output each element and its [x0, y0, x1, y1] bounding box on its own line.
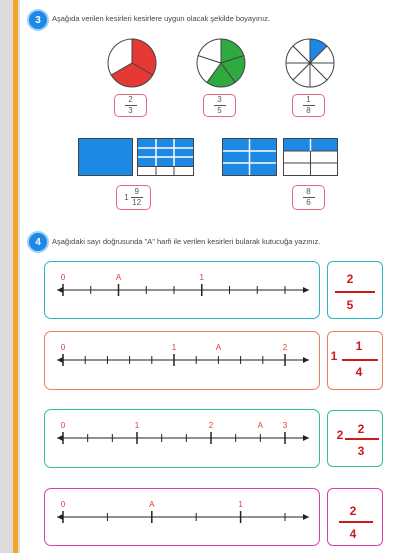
fraction-numerator: 8 — [306, 187, 311, 196]
answer-fraction-bar — [339, 521, 373, 523]
tick-label: A — [257, 421, 264, 430]
side-accent — [13, 0, 18, 553]
rectangle-sixths-partial — [283, 138, 338, 176]
rectangle-whole-filled — [78, 138, 133, 176]
tick-label: 0 — [60, 273, 66, 282]
fraction-numerator: 1 — [306, 95, 311, 104]
tick-label: A — [149, 500, 155, 509]
tick-label: 3 — [282, 421, 288, 430]
question-4-text: Aşağıdaki sayı doğrusunda "A" harfi ile verilen kesirleri bularak kutucuğa yazınız. — [52, 237, 321, 246]
tick-label: 1 — [238, 500, 243, 509]
tick-label: 1 — [134, 421, 140, 430]
answer-whole: 2 — [336, 428, 344, 442]
fraction-denominator: 12 — [132, 198, 142, 207]
tick-label: 0 — [60, 500, 66, 509]
question-3-text: Aşağıda verilen kesirleri kesirlere uygun olacak şekilde boyayınız. — [52, 14, 271, 23]
answer-box-4[interactable] — [327, 488, 383, 546]
fraction-denominator: 3 — [128, 106, 133, 115]
answer-fraction-bar — [335, 291, 375, 293]
number-line-panel-3 — [44, 409, 320, 468]
mixed-whole: 1 — [124, 193, 129, 202]
answer-numerator: 1 — [355, 339, 363, 353]
fraction-box-mixed — [116, 185, 151, 210]
fraction-denominator: 6 — [306, 198, 311, 207]
answer-whole: 1 — [330, 349, 338, 363]
arrow-left-icon — [57, 514, 63, 520]
circle-fifths — [195, 37, 247, 89]
tick-label: 0 — [60, 421, 66, 430]
arrow-left-icon — [57, 435, 63, 441]
number-line-panel-4 — [44, 488, 320, 546]
answer-numerator: 2 — [349, 504, 357, 518]
arrow-left-icon — [57, 357, 63, 363]
answer-fraction-bar — [342, 359, 378, 361]
answer-denominator: 4 — [349, 527, 357, 541]
arrow-right-icon — [303, 357, 309, 363]
fraction-box-2-3 — [114, 94, 147, 117]
answer-fraction-bar — [345, 438, 379, 440]
number-line-panel-2 — [44, 331, 320, 390]
fraction-denominator: 8 — [306, 106, 311, 115]
answer-numerator: 2 — [357, 422, 365, 436]
answer-numerator: 2 — [346, 272, 354, 286]
tick-label: 1 — [199, 273, 204, 282]
number-line-4 — [45, 489, 321, 547]
number-line-panel-1 — [44, 261, 320, 319]
tick-label: 1 — [171, 343, 177, 352]
rectangle-twelfths — [137, 138, 194, 176]
fraction-numerator: 9 — [134, 187, 139, 196]
fraction-numerator: 2 — [128, 95, 133, 104]
number-line-2 — [45, 332, 321, 391]
circle-thirds — [106, 37, 158, 89]
rectangle-sixths-filled — [222, 138, 277, 176]
number-line-1 — [45, 262, 321, 320]
question-3-number: 3 — [29, 11, 47, 29]
tick-label: 2 — [208, 421, 214, 430]
tick-label: A — [115, 273, 122, 282]
answer-denominator: 3 — [357, 444, 365, 458]
answer-box-2[interactable] — [327, 331, 383, 390]
fraction-denominator: 5 — [217, 106, 222, 115]
arrow-right-icon — [303, 287, 309, 293]
circle-eighths — [284, 37, 336, 89]
fraction-numerator: 3 — [217, 95, 222, 104]
arrow-right-icon — [303, 514, 309, 520]
fraction-box-3-5 — [203, 94, 236, 117]
fraction-box-1-8 — [292, 94, 325, 117]
arrow-left-icon — [57, 287, 63, 293]
answer-denominator: 5 — [346, 298, 354, 312]
number-line-3 — [45, 410, 321, 469]
arrow-right-icon — [303, 435, 309, 441]
fraction-box-8-6 — [292, 185, 325, 210]
tick-label: 2 — [282, 343, 288, 352]
question-4-number: 4 — [29, 233, 47, 251]
tick-label: A — [215, 343, 222, 352]
answer-box-3[interactable] — [327, 410, 383, 467]
tick-label: 0 — [60, 343, 66, 352]
answer-box-1[interactable] — [327, 261, 383, 319]
answer-denominator: 4 — [355, 365, 363, 379]
